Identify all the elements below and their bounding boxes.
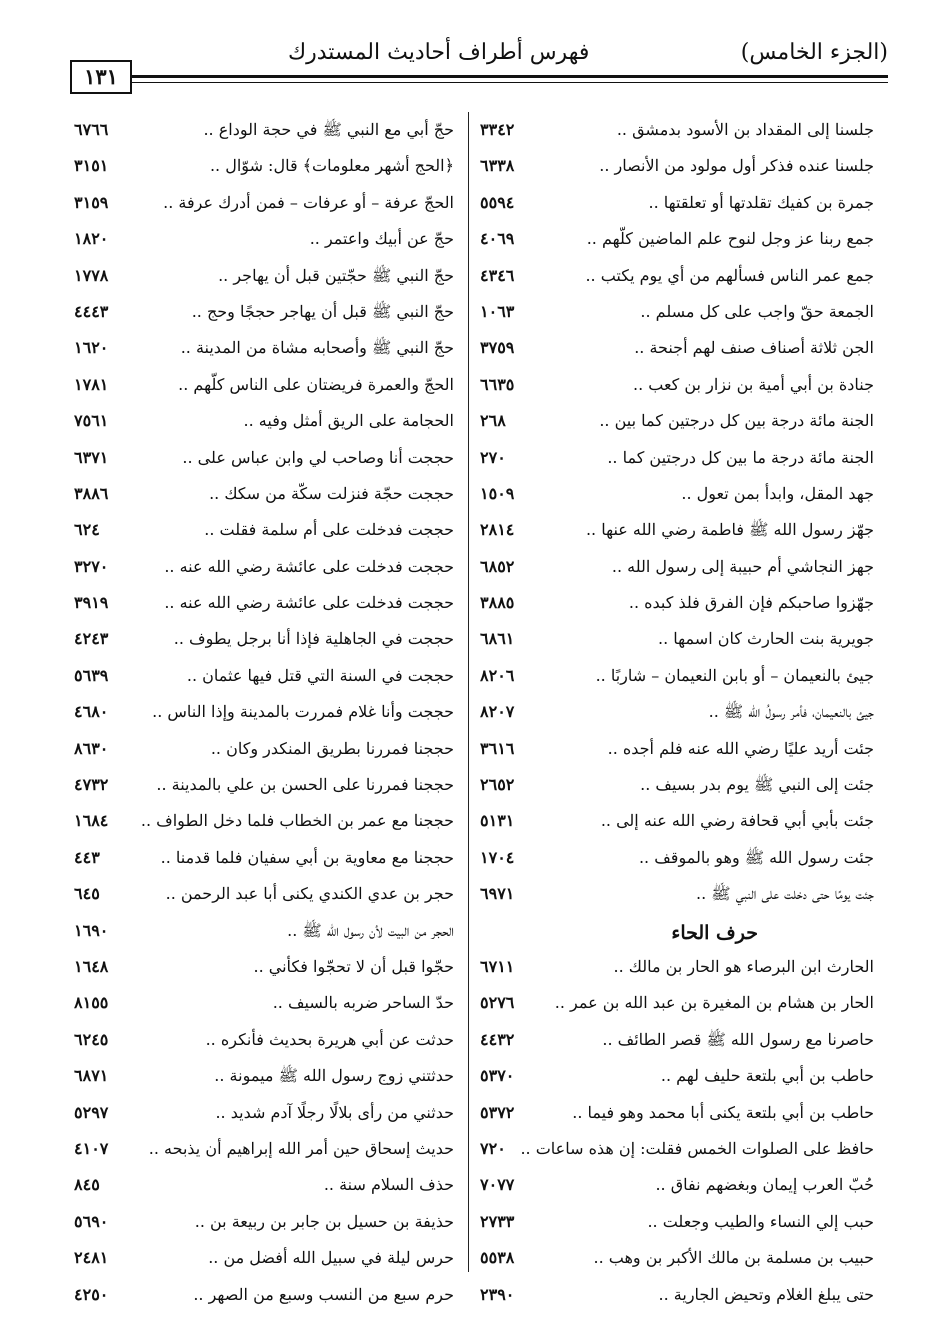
page-header — [70, 38, 888, 102]
index-entry — [70, 549, 460, 585]
entry-text: حججت أنا وصاحب لي وابن عباس على .. — [182, 447, 454, 467]
entry-text: حججنا فمررنا على الحسن بن علي بالمدينة .. — [156, 775, 454, 795]
page-number: ١٣١ — [70, 60, 132, 94]
index-entry — [478, 185, 878, 221]
entry-text: جويرية بنت الحارث كان اسمها .. — [658, 629, 874, 649]
index-entry — [478, 440, 878, 476]
entry-text: جهّز رسول الله ﷺ فاطمة رضي الله عنها .. — [585, 520, 874, 540]
entry-number: ٧٢٠ — [480, 1138, 506, 1158]
entry-text: حجّوا قبل أن لا تحجّوا فكأني .. — [253, 956, 454, 976]
entry-number: ٥٦٩٠ — [74, 1211, 109, 1231]
header-rule-thick — [132, 75, 888, 78]
index-entry — [478, 148, 878, 184]
entry-number: ٥٣٧٢ — [480, 1102, 515, 1122]
entry-text: حرم سبع من النسب وسبع من الصهر .. — [193, 1284, 454, 1304]
entry-text: الجنة مائة درجة بين كل درجتين كما بين .. — [599, 411, 874, 431]
index-entry — [478, 112, 878, 148]
entry-text: جئت إلى النبي ﷺ يوم بدر بسيف .. — [640, 775, 874, 795]
entry-text: الحجّ والعمرة فريضتان على الناس كلّهم .. — [178, 374, 454, 394]
section-heading: حرف الحاء — [671, 921, 758, 944]
entry-number: ٦٤٥ — [74, 884, 100, 904]
entry-text: حجّ النبي ﷺ قبل أن يهاجر حججًا وحج .. — [191, 301, 454, 321]
entry-text: حاطب بن أبي بلتعة يكنى أبا محمد وهو فيما .. — [572, 1102, 874, 1122]
entry-text: الجن ثلاثة أصناف صنف لهم أجنحة .. — [634, 338, 874, 358]
entry-number: ٤٦٨٠ — [74, 702, 109, 722]
index-entry — [478, 1240, 878, 1276]
entry-text: حججت فدخلت على أم سلمة فقلت .. — [204, 520, 454, 540]
entry-number: ٤٢٤٣ — [74, 629, 109, 649]
index-entry — [70, 585, 460, 621]
entry-text: حججت في السنة التي قتل فيها عثمان .. — [186, 665, 454, 685]
index-entry — [70, 1240, 460, 1276]
entry-number: ٥٥٩٤ — [480, 192, 515, 212]
entry-number: ٤٤٣٢ — [480, 1029, 515, 1049]
index-entry — [70, 731, 460, 767]
entry-text: حذيفة بن حسيل بن جابر بن ربيعة بن .. — [194, 1211, 454, 1231]
index-entry — [70, 840, 460, 876]
entry-number: ١٧٧٨ — [74, 265, 109, 285]
entry-text: جمع عمر الناس فسألهم من أي يوم يكتب .. — [585, 265, 874, 285]
index-entry — [478, 985, 878, 1021]
index-entry — [70, 1277, 460, 1313]
index-entry — [478, 1022, 878, 1058]
index-entry — [478, 840, 878, 876]
index-entry — [478, 949, 878, 985]
entry-number: ٣٦١٦ — [480, 738, 515, 758]
entry-number: ٣١٥٩ — [74, 192, 109, 212]
entry-text: حجّ النبي ﷺ حجّتين قبل أن يهاجر .. — [218, 265, 454, 285]
entry-number: ٨٢٠٦ — [480, 665, 515, 685]
entry-text: حاطب بن أبي بلتعة حليف لهم .. — [660, 1066, 874, 1086]
entry-number: ٦٩٧١ — [480, 884, 515, 904]
index-entry — [70, 949, 460, 985]
entry-number: ٥٣٧٠ — [480, 1066, 515, 1086]
entry-text: حجّ أبي مع النبي ﷺ في حجة الوداع .. — [203, 120, 454, 139]
entry-number: ٤١٠٧ — [74, 1138, 109, 1158]
entry-text: حدثني من رأى بلالًا رجلًا آدم شديد .. — [215, 1102, 454, 1122]
entry-text: الحجامة على الريق أمثل وفيه .. — [243, 411, 454, 431]
running-title: فهرس أطراف أحاديث المستدرك — [288, 40, 590, 65]
entry-number: ٣٨٨٥ — [480, 593, 515, 613]
entry-number: ٦٨٧١ — [74, 1066, 109, 1086]
entry-text: جمرة بن كفيك تقلدتها أو تعلقتها .. — [648, 192, 874, 212]
index-entry — [478, 330, 878, 366]
entry-number: ١٦٩٠ — [74, 920, 109, 940]
index-entry — [70, 1058, 460, 1094]
entry-text: حبيب بن مسلمة بن مالك الأكبر بن وهب .. — [593, 1248, 874, 1268]
index-entry — [478, 476, 878, 512]
entry-number: ٣١٥١ — [74, 156, 109, 176]
entry-text: حُبّ العرب إيمان وبغضهم نفاق .. — [655, 1175, 874, 1195]
entry-number: ١٨٢٠ — [74, 229, 109, 249]
index-entry — [478, 1095, 878, 1131]
index-entry — [70, 1022, 460, 1058]
entry-number: ٦٧١١ — [480, 956, 515, 976]
entry-number: ٣٨٨٦ — [74, 483, 109, 503]
entry-text: حذف السلام سنة .. — [323, 1175, 454, 1195]
entry-number: ٢٦٨ — [480, 411, 506, 431]
entry-number: ٥٢٩٧ — [74, 1102, 109, 1122]
index-entry — [70, 621, 460, 657]
entry-number: ٨١٥٥ — [74, 993, 109, 1013]
index-entry — [70, 694, 460, 730]
entry-text: جئت بأبي أبي قحافة رضي الله عنه إلى .. — [600, 811, 874, 831]
index-entry — [478, 1058, 878, 1094]
entry-number: ٦٣٧١ — [74, 447, 109, 467]
index-entry — [70, 1204, 460, 1240]
entry-text: حججت فدخلت على عائشة رضي الله عنه .. — [164, 556, 454, 576]
index-entry — [70, 440, 460, 476]
entry-number: ٦٢٤٥ — [74, 1029, 109, 1049]
entry-number: ٢٦٥٢ — [480, 775, 515, 795]
entry-text: جئت يومًا حتى دخلت على النبي ﷺ .. — [696, 884, 874, 904]
entry-number: ٥١٣١ — [480, 811, 515, 831]
entry-text: حججنا فمررنا بطريق المنكدر وكان .. — [210, 738, 454, 758]
index-entry — [478, 876, 878, 912]
entry-number: ٨٦٣٠ — [74, 738, 109, 758]
index-entry — [70, 803, 460, 839]
index-entry — [70, 767, 460, 803]
index-entry — [478, 1167, 878, 1203]
index-entry — [70, 1131, 460, 1167]
entry-text: حاصرنا مع رسول الله ﷺ قصر الطائف .. — [602, 1029, 874, 1049]
entry-text: حججنا مع عمر بن الخطاب فلما دخل الطواف .. — [140, 811, 454, 831]
entry-number: ٦٨٦١ — [480, 629, 515, 649]
entry-text: جمع ربنا عز وجل لنوح علم الماضين كلّهم .. — [586, 229, 874, 249]
index-entry — [70, 221, 460, 257]
entry-text: الجمعة حقّ واجب على كل مسلم .. — [640, 301, 874, 321]
entry-text: حجّ عن أبيك واعتمر .. — [309, 229, 454, 249]
header-rule-thin — [132, 82, 888, 83]
entry-number: ٦٨٥٢ — [480, 556, 515, 576]
entry-number: ٦٦٣٥ — [480, 374, 515, 394]
index-entry — [70, 112, 460, 148]
entry-text: جهّزوا صاحبكم فإن الفرق فلذ كبده .. — [628, 593, 874, 613]
index-entry — [70, 330, 460, 366]
entry-text: حججنا مع معاوية بن أبي سفيان فلما قدمنا .. — [160, 847, 454, 867]
left-column — [70, 112, 460, 1313]
index-entry — [70, 985, 460, 1021]
entry-text: حافظ على الصلوات الخمس فقلت: إن هذه ساعات .. — [520, 1138, 874, 1158]
entry-number: ٣٩١٩ — [74, 593, 109, 613]
index-entry — [478, 694, 878, 730]
entry-number: ٨٢٠٧ — [480, 702, 515, 722]
entry-number: ٤٧٣٢ — [74, 775, 109, 795]
entry-text: حتى يبلغ الغلام وتحيض الجارية .. — [658, 1284, 874, 1304]
index-entry — [478, 512, 878, 548]
column-divider — [468, 112, 469, 1272]
entry-number: ٢٣٩٠ — [480, 1284, 515, 1304]
entry-text: حرس ليلة في سبيل الله أفضل من .. — [208, 1248, 454, 1268]
index-entry — [70, 1095, 460, 1131]
entry-number: ٢٤٨١ — [74, 1248, 109, 1268]
entry-text: جيئ بالنعيمان، فأمر رسولُ الله ﷺ .. — [708, 702, 874, 722]
entry-text: حدثت عن أبي هريرة بحديث فأنكره .. — [205, 1029, 454, 1049]
entry-text: الحار بن هشام بن المغيرة بن عبد الله بن عمر .. — [554, 993, 874, 1013]
index-entry — [70, 876, 460, 912]
index-entry — [478, 585, 878, 621]
entry-text: الحجّ عرفة – أو عرفات – فمن أدرك عرفة .. — [163, 192, 454, 212]
entry-number: ١٧٠٤ — [480, 847, 515, 867]
entry-text: حدّ الساحر ضربه بالسيف .. — [272, 993, 454, 1013]
entry-number: ٤٢٥٠ — [74, 1284, 109, 1304]
entry-number: ٧٠٧٧ — [480, 1175, 515, 1195]
entry-text: الحجر من البيت لأن رسول الله ﷺ .. — [287, 920, 454, 940]
entry-number: ٢٧٠ — [480, 447, 506, 467]
index-entry — [478, 221, 878, 257]
index-entry — [478, 658, 878, 694]
index-entry — [478, 621, 878, 657]
entry-text: جيئ بالنعيمان – أو بابن النعيمان – شاربًا .. — [595, 665, 874, 685]
index-entry — [70, 476, 460, 512]
entry-number: ٥٢٧٦ — [480, 993, 515, 1013]
index-entry — [70, 148, 460, 184]
entry-text: جلسنا إلى المقداد بن الأسود بدمشق .. — [616, 120, 874, 139]
entry-text: حججت فدخلت على عائشة رضي الله عنه .. — [164, 593, 454, 613]
index-entry — [70, 512, 460, 548]
entry-text: ﴿الحج أشهر معلومات﴾ قال: شوّال .. — [209, 156, 454, 176]
index-entry — [478, 294, 878, 330]
entry-number: ١٠٦٣ — [480, 301, 515, 321]
index-entry — [70, 403, 460, 439]
entry-number: ٤٣٤٦ — [480, 265, 515, 285]
volume-label: (الجزء الخامس) — [740, 40, 888, 65]
index-entry — [478, 549, 878, 585]
entry-text: حججت وأنا غلام فمررت بالمدينة وإذا الناس .. — [152, 702, 454, 722]
entry-number: ١٥٠٩ — [480, 483, 515, 503]
index-entry — [478, 1204, 878, 1240]
index-entry — [70, 258, 460, 294]
entry-text: حجّ النبي ﷺ وأصحابه مشاة من المدينة .. — [180, 338, 454, 358]
entry-text: جلسنا عنده فذكر أول مولود من الأنصار .. — [599, 156, 874, 176]
entry-number: ٢٨١٤ — [480, 520, 515, 540]
entry-number: ٣٣٤٢ — [480, 120, 515, 139]
entry-number: ٣٧٥٩ — [480, 338, 515, 358]
entry-number: ١٧٨١ — [74, 374, 109, 394]
index-entry — [70, 294, 460, 330]
entry-text: حدثتني زوج رسول الله ﷺ ميمونة .. — [214, 1066, 454, 1086]
entry-number: ٧٥٦١ — [74, 411, 109, 431]
entry-text: الجنة مائة درجة ما بين كل درجتين كما .. — [607, 447, 874, 467]
index-entry — [478, 258, 878, 294]
entry-number: ٣٢٧٠ — [74, 556, 109, 576]
entry-text: حبب إلي النساء والطيب وجعلت .. — [647, 1211, 874, 1231]
index-entry — [478, 403, 878, 439]
index-entry — [478, 1131, 878, 1167]
entry-number: ٥٦٣٩ — [74, 665, 109, 685]
entry-text: جنادة بن أبي أمية بن نزار بن كعب .. — [632, 374, 874, 394]
entry-text: جئت رسول الله ﷺ وهو بالموقف .. — [638, 847, 874, 867]
index-entry — [70, 1167, 460, 1203]
index-entry — [70, 367, 460, 403]
entry-number: ٦٢٤ — [74, 520, 100, 540]
entry-text: حجر بن عدي الكندي يكنى أبا عبد الرحمن .. — [165, 884, 454, 904]
entry-text: حديث إسحاق حين أمر الله إبراهيم أن يذبحه .. — [148, 1138, 454, 1158]
entry-number: ٤٤٤٣ — [74, 301, 109, 321]
entry-number: ١٦٢٠ — [74, 338, 109, 358]
entry-number: ٦٣٣٨ — [480, 156, 515, 176]
index-entry — [70, 913, 460, 949]
entry-text: جهد المقل، وابدأ بمن تعول .. — [681, 483, 874, 503]
index-entry — [478, 767, 878, 803]
entry-number: ٥٥٣٨ — [480, 1248, 515, 1268]
index-entry — [70, 185, 460, 221]
index-entry — [478, 803, 878, 839]
entry-number: ٤٤٣ — [74, 847, 100, 867]
entry-number: ٤٠٦٩ — [480, 229, 515, 249]
entry-number: ١٦٨٤ — [74, 811, 109, 831]
entry-text: جئت أريد عليًا رضي الله عنه فلم أجده .. — [607, 738, 874, 758]
entry-number: ١٦٤٨ — [74, 956, 109, 976]
entry-number: ٨٤٥ — [74, 1175, 100, 1195]
index-entry — [478, 367, 878, 403]
entry-number: ٢٧٣٣ — [480, 1211, 515, 1231]
entry-text: الحارث ابن البرصاء هو الحار بن مالك .. — [613, 956, 874, 976]
right-column — [478, 112, 878, 1313]
entry-text: جهز النجاشي أم حبيبة إلى رسول الله .. — [611, 556, 874, 576]
index-entry — [478, 731, 878, 767]
entry-number: ٦٧٦٦ — [74, 120, 109, 139]
index-entry — [478, 1277, 878, 1313]
entry-text: حججت حجّة فنزلت سكّة من سكك .. — [209, 483, 454, 503]
entry-text: حججت في الجاهلية فإذا أنا برجل يطوف .. — [173, 629, 454, 649]
index-entry — [70, 658, 460, 694]
